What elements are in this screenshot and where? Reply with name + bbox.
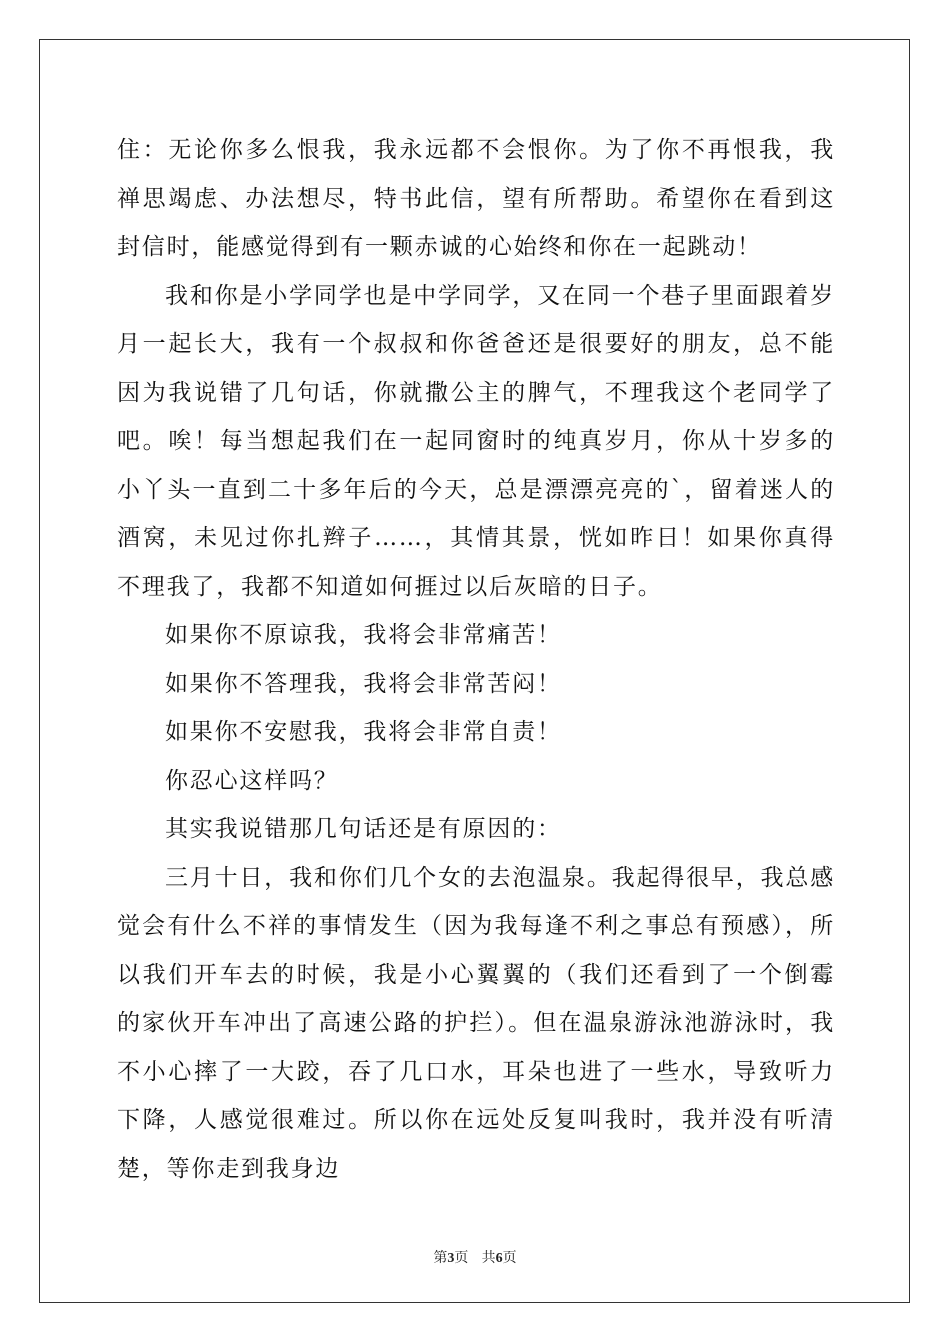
- document-body: [117, 126, 835, 1193]
- footer-total-prefix: 共: [481, 1250, 496, 1266]
- paragraph-8: 三月十日，我和你们几个女的去泡温泉。我起得很早，我总感觉会有什么不祥的事情发生（因为我每逢不利之事总有预感），所以我们开车去的时候，我是小心翼翼的（我们还看到了一个倒霉的家伙开车冲出了高速公路的护拦）。但在温泉游泳池游泳时，我不小心摔了一大跤，吞了几口水，耳朵也进了一些水，导致听力下降，人感觉很难过。所以你在远处反复叫我时，我并没有听清楚，等你走到我身边: [117, 864, 835, 1182]
- paragraph-3: 如果你不原谅我，我将会非常痛苦！: [165, 622, 562, 648]
- footer-page-number: 3: [447, 1251, 455, 1266]
- footer-prefix: 第: [433, 1250, 448, 1266]
- footer-total-pages: 6: [495, 1251, 503, 1266]
- paragraph-7: 其实我说错那几句话还是有原因的：: [165, 816, 562, 842]
- paragraph-5: 如果你不安慰我，我将会非常自责！: [165, 719, 562, 745]
- footer-total-suffix: 页: [502, 1250, 517, 1266]
- paragraph-4: 如果你不答理我，我将会非常苦闷！: [165, 670, 562, 697]
- paragraph-2: 我和你是小学同学也是中学同学，又在同一个巷子里面跟着岁月一起长大，我有一个叔叔和你爸爸还是很要好的朋友，总不能因为我说错了几句话，你就撒公主的脾气，不理我这个老同学了吧。唉！每当想起我们在一起同窗时的纯真岁月，你从十岁多的小丫头一直到二十多年后的今天，总是漂漂亮亮的`，留着迷人的酒窝，未见过你扎辫子……，其情其景，恍如昨日！如果你真得不理我了，我都不知道如何捱过以后灰暗的日子。: [117, 282, 835, 600]
- paragraph-6: 你忍心这样吗？: [165, 767, 339, 794]
- footer-page-suffix: 页: [454, 1250, 469, 1266]
- paragraph-1: 住：无论你多么恨我，我永远都不会恨你。为了你不再恨我，我禅思竭虑、办法想尽，特书此信，望有所帮助。希望你在看到这封信时，能感觉得到有一颗赤诚的心始终和你在一起跳动！: [117, 137, 835, 260]
- page-footer: [0, 1247, 950, 1267]
